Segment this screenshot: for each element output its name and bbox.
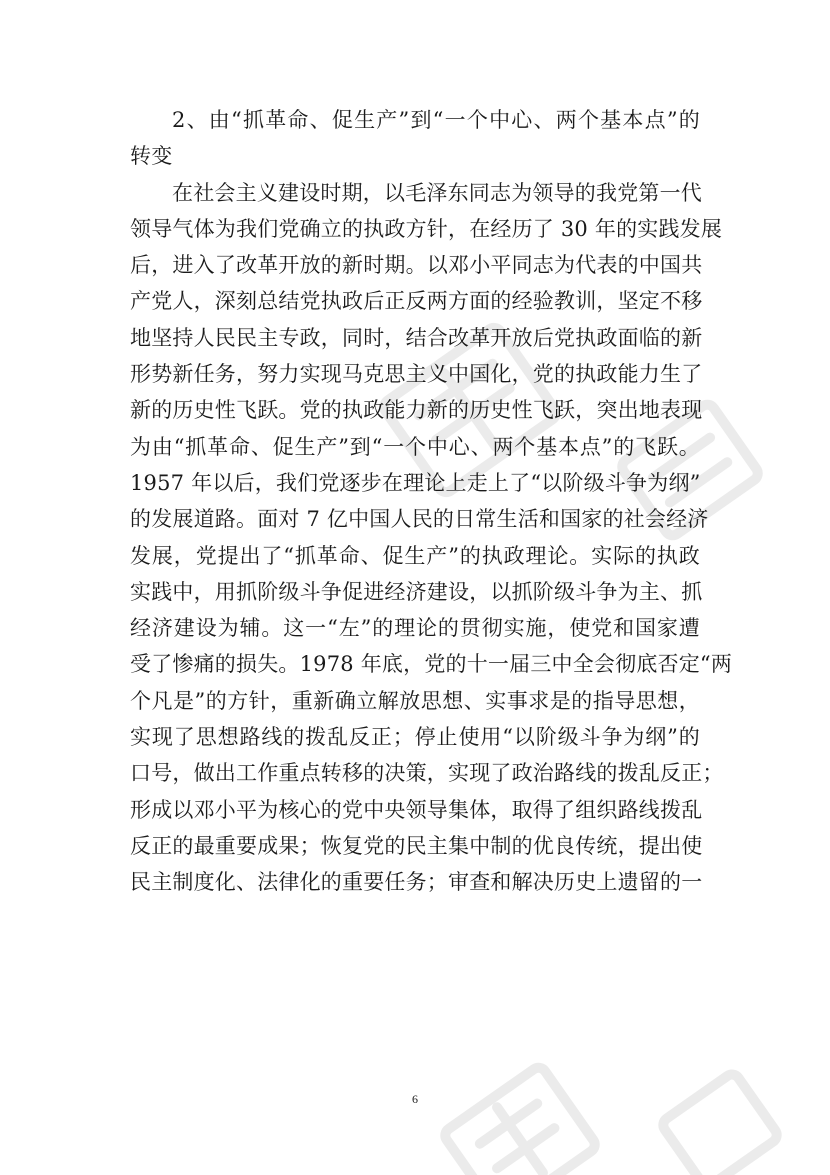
section-heading-line-2: 转变 xyxy=(130,144,173,169)
paragraph-line: 新的历史性飞跃。党的执政能力新的历史性飞跃，突出地表现 xyxy=(130,398,703,423)
paragraph-line: 口号，做出工作重点转移的决策，实现了政治路线的拨乱反正； xyxy=(130,761,724,786)
paragraph-line: 经济建设为辅。这一“左”的理论的贯彻实施，使党和国家遭 xyxy=(130,616,700,641)
document-body xyxy=(130,102,733,901)
paragraph-line: 为由“抓革命、促生产”到“一个中心、两个基本点”的飞跃。 xyxy=(130,434,700,459)
section-heading-line-1: 2、由“抓革命、促生产”到“一个中心、两个基本点”的 xyxy=(172,108,700,132)
paragraph-line: 产党人，深刻总结党执政后正反两方面的经验教训，坚定不移 xyxy=(130,289,703,314)
paragraph-line: 在社会主义建设时期，以毛泽东同志为领导的我党第一代 xyxy=(172,180,702,205)
paragraph-line: 实践中，用抓阶级斗争促进经济建设，以抓阶级斗争为主、抓 xyxy=(130,579,703,604)
paragraph-line: 1957 年以后，我们党逐步在理论上走上了“以阶级斗争为纲” xyxy=(130,470,701,495)
paragraph-line: 发展，党提出了“抓革命、促生产”的执政理论。实际的执政 xyxy=(130,543,700,568)
paragraph-line: 形势新任务，努力实现马克思主义中国化，党的执政能力生了 xyxy=(130,362,703,387)
paragraph-line: 民主制度化、法律化的重要任务；审查和解决历史上遗留的一 xyxy=(130,870,703,895)
paragraph-line: 实现了思想路线的拨乱反正；停止使用“以阶级斗争为纲”的 xyxy=(130,725,700,750)
paragraph-line: 个凡是”的方针，重新确立解放思想、实事求是的指导思想， xyxy=(130,688,700,713)
watermark-stamp xyxy=(442,1065,598,1175)
watermark-stamp xyxy=(660,1071,780,1175)
paragraph-line: 地坚持人民民主专政，同时，结合改革开放后党执政面临的新 xyxy=(130,325,703,350)
page-number: 6 xyxy=(412,1092,418,1106)
paragraph-line: 受了惨痛的损失。1978 年底，党的十一届三中全会彻底否定“两 xyxy=(130,652,733,677)
paragraph-line: 的发展道路。面对 7 亿中国人民的日常生活和国家的社会经济 xyxy=(130,507,709,532)
paragraph-line: 领导气体为我们党确立的执政方针，在经历了 30 年的实践发展 xyxy=(130,216,723,241)
paragraph-line: 形成以邓小平为核心的党中央领导集体，取得了组织路线拨乱 xyxy=(130,797,703,822)
paragraph-line: 反正的最重要成果；恢复党的民主集中制的优良传统，提出使 xyxy=(130,833,703,858)
paragraph-line: 后，进入了改革开放的新时期。以邓小平同志为代表的中国共 xyxy=(130,253,703,278)
